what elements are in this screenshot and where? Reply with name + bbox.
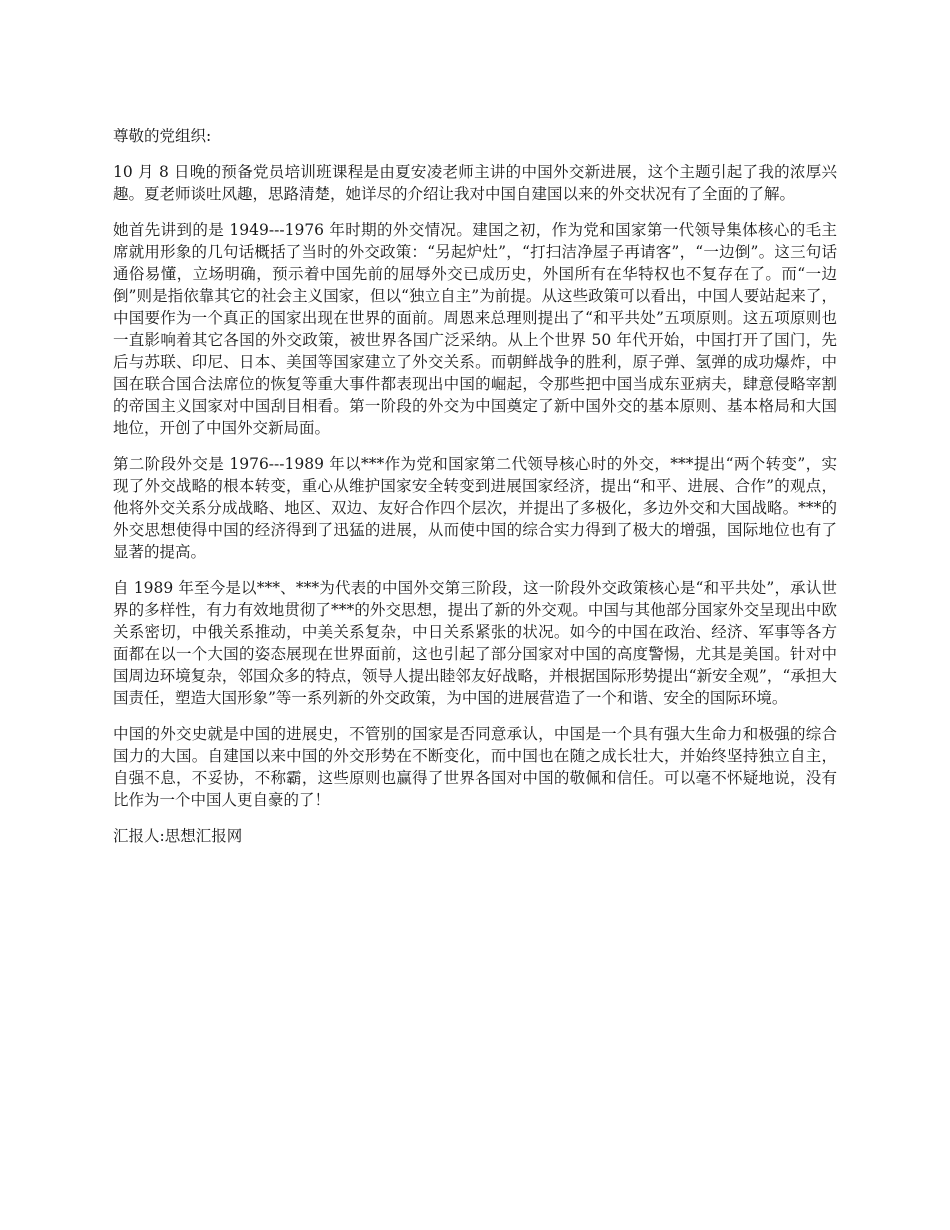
signature: 汇报人:思想汇报网: [113, 827, 243, 845]
paragraph-conclusion: 中国的外交史就是中国的进展史，不管别的国家是否同意承认，中国是一个具有强大生命力和极强的综合国力的大国。自建国以来中国的外交形势在不断变化，而中国也在随之成长壮大，并始终坚持独立自主，自强不息，不妥协，不称霸，这些原则也赢得了世界各国对中国的敬佩和信任。可以毫不怀疑地说，没有比作为一个中国人更自豪的了！: [113, 725, 837, 809]
salutation: 尊敬的党组织:: [113, 127, 212, 145]
document-page: [113, 125, 837, 861]
paragraph-stage-two: 第二阶段外交是 1976---1989 年以***作为党和国家第二代领导核心时的外交，***提出“两个转变”，实现了外交战略的根本转变，重心从维护国家安全转变到进展国家经济，提出“和平、进展、合作”的观点，他将外交关系分成战略、地区、双边、友好合作四个层次，并提出了多极化，多边外交和大国战略。***的外交思想使得中国的经济得到了迅猛的进展，从而使中国的综合实力得到了极大的增强，国际地位也有了显著的提高。: [113, 455, 837, 561]
paragraph-stage-one: 她首先讲到的是 1949---1976 年时期的外交情况。建国之初，作为党和国家第一代领导集体核心的毛主席就用形象的几句话概括了当时的外交政策：“另起炉灶”，“打扫洁净屋子再请客”，“一边倒”。这三句话通俗易懂，立场明确，预示着中国先前的屈辱外交已成历史，外国所有在华特权也不复存在了。而“一边倒”则是指依靠其它的社会主义国家，但以“独立自主”为前提。从这些政策可以看出，中国人要站起来了，中国要作为一个真正的国家出现在世界的面前。周恩来总理则提出了“和平共处”五项原则。这五项原则也一直影响着其它各国的外交政策，被世界各国广泛采纳。从上个世界 50 年代开始，中国打开了国门，先后与苏联、印尼、日本、美国等国家建立了外交关系。而朝鲜战争的胜利，原子弹、氢弹的成功爆炸，中国在联合国合法席位的恢复等重大事件都表现出中国的崛起，令那些把中国当成东亚病夫，肆意侵略宰割的帝国主义国家对中国刮目相看。第一阶段的外交为中国奠定了新中国外交的基本原则、基本格局和大国地位，开创了中国外交新局面。: [113, 221, 837, 437]
paragraph-stage-three: 自 1989 年至今是以***、***为代表的中国外交第三阶段，这一阶段外交政策核心是“和平共处”，承认世界的多样性，有力有效地贯彻了***的外交思想，提出了新的外交观。中国与其他部分国家外交呈现出中欧关系密切，中俄关系推动，中美关系复杂，中日关系紧张的状况。如今的中国在政治、经济、军事等各方面都在以一个大国的姿态展现在世界面前，这也引起了部分国家对中国的高度警惕，尤其是美国。针对中国周边环境复杂，邻国众多的特点，领导人提出睦邻友好战略，并根据国际形势提出“新安全观”，“承担大国责任，塑造大国形象”等一系列新的外交政策，为中国的进展营造了一个和谐、安全的国际环境。: [113, 579, 837, 707]
paragraph-intro: 10 月 8 日晚的预备党员培训班课程是由夏安凌老师主讲的中国外交新进展，这个主题引起了我的浓厚兴趣。夏老师谈吐风趣，思路清楚，她详尽的介绍让我对中国自建国以来的外交状况有了全面的了解。: [113, 163, 837, 203]
